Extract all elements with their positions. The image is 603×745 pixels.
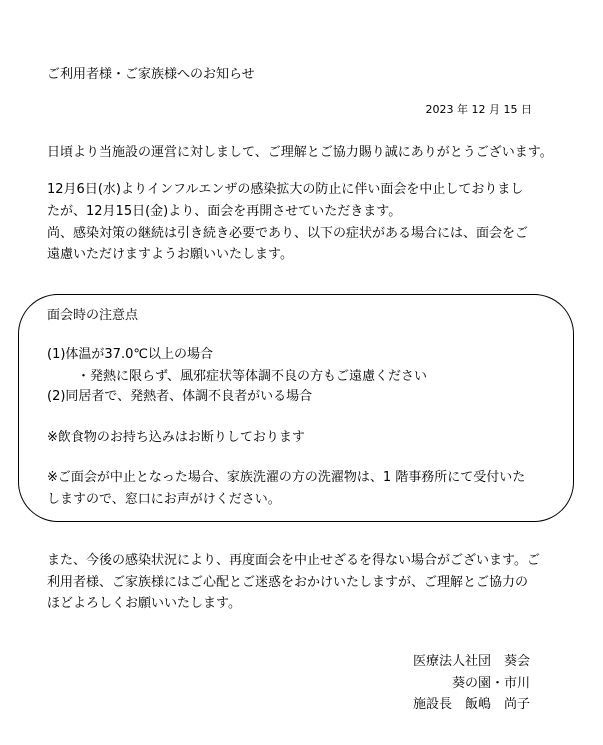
notice-note-laundry-line-1: ※ご面会が中止となった場合、家族洗濯の方の洗濯物は、1 階事務所にて受付いた <box>47 470 526 485</box>
announcement-line-4: 遠慮いただけますようお願いいたします。 <box>47 247 293 262</box>
announcement-line-3: 尚、感染対策の継続は引き続き必要であり、以下の症状がある場合には、面会をご <box>47 226 529 241</box>
announcement-line-2: たが、12月15日(金)より、面会を再開させていただきます。 <box>47 204 402 219</box>
notice-item-1-sub: ・発熱に限らず、風邪症状等体調不良の方もご遠慮ください <box>77 369 427 384</box>
intro-paragraph: 日頃より当施設の運営に対しまして、ご理解とご協力賜り誠にありがとうございます。 <box>47 145 553 160</box>
document-date: 2023 年 12 月 15 日 <box>425 103 532 116</box>
notice-item-2: (2)同居者で、発熱者、体調不良者がいる場合 <box>47 389 313 404</box>
document-heading: ご利用者様・ご家族様へのお知らせ <box>47 67 255 82</box>
notice-title: 面会時の注意点 <box>47 308 139 323</box>
signature-organization: 医療法人社団 葵会 <box>412 654 530 669</box>
notice-note-laundry-line-2: しますので、窓口にお声がけください。 <box>47 492 281 507</box>
closing-line-1: また、今後の感染状況により、再度面会を中止せざるを得ない場合がございます。ご <box>47 553 540 568</box>
notice-note-food: ※飲食物のお持ち込みはお断りしております <box>47 430 305 445</box>
notice-item-1: (1)体温が37.0℃以上の場合 <box>47 347 213 362</box>
announcement-line-1: 12月6日(水)よりインフルエンザの感染拡大の防止に伴い面会を中止しておりまし <box>47 182 524 197</box>
closing-line-2: 利用者様、ご家族様にはご心配とご迷惑をおかけいたしますが、ご理解とご協力の <box>47 575 529 590</box>
signature-facility: 葵の園・市川 <box>451 676 530 691</box>
closing-line-3: ほどよろしくお願いいたします。 <box>47 596 241 611</box>
signature-director: 施設長 飯嶋 尚子 <box>412 697 530 712</box>
notice-box <box>18 294 574 522</box>
